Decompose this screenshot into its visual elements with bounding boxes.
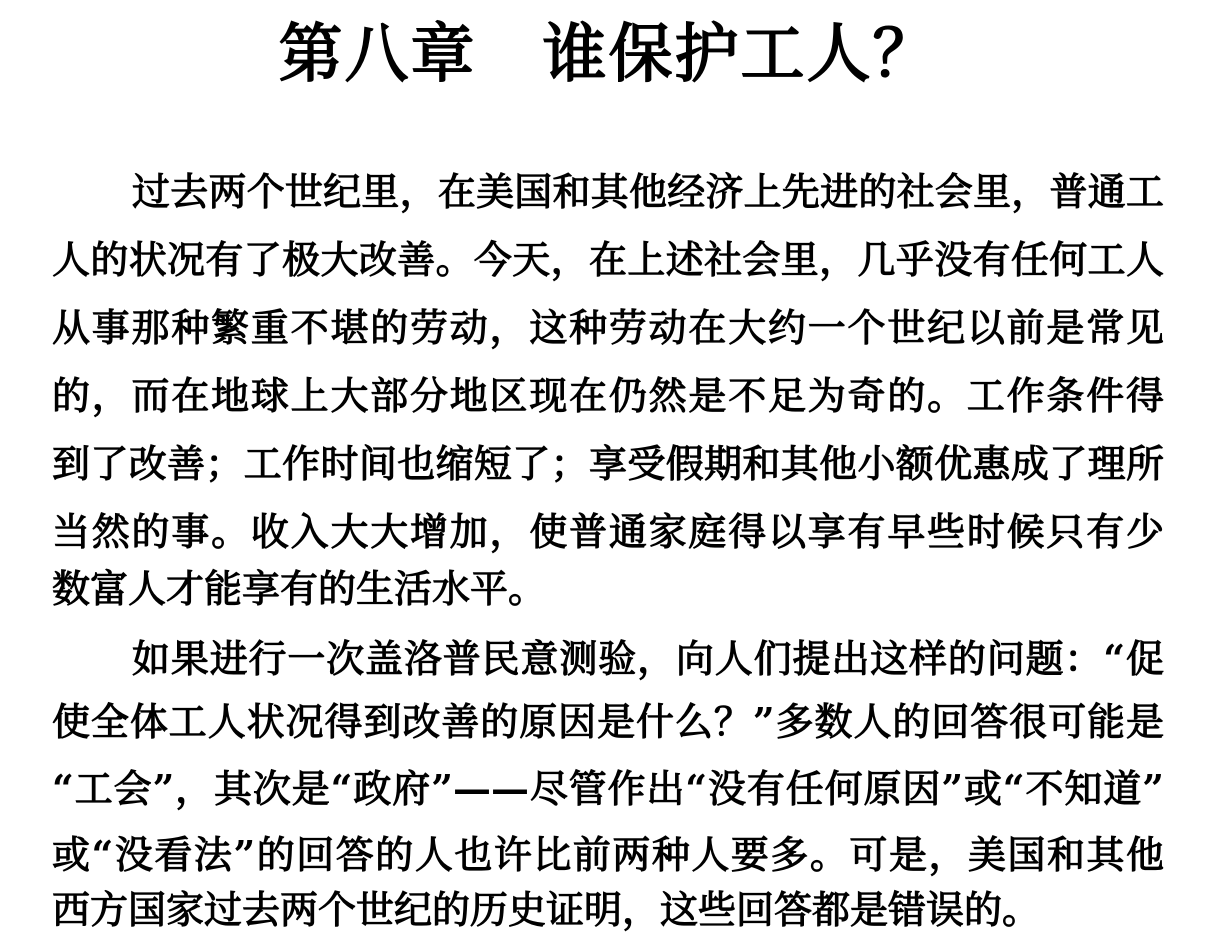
chapter-title: 第八章 谁保护工人？ [278, 17, 939, 92]
paragraph-1-line-7: 数富人才能享有的生活水平。 [52, 566, 547, 611]
paragraph-2-line-3: “工会”，其次是“政府”——尽管作出“没有任何原因”或“不知道” [52, 766, 1164, 811]
paragraph-1-line-5: 到了改善；工作时间也缩短了；享受假期和其他小额优惠成了理所 [52, 441, 1164, 486]
paragraph-2-line-2: 使全体工人状况得到改善的原因是什么？”多数人的回答很可能是 [52, 699, 1164, 744]
paragraph-2-line-5: 西方国家过去两个世纪的历史证明，这些回答都是错误的。 [52, 887, 1041, 932]
paragraph-1-line-4: 的，而在地球上大部分地区现在仍然是不足为奇的。工作条件得 [52, 373, 1164, 418]
paragraph-1-line-6: 当然的事。收入大大增加，使普通家庭得以享有早些时候只有少 [52, 509, 1164, 554]
paragraph-2-line-1: 如果进行一次盖洛普民意测验，向人们提出这样的问题：“促 [132, 636, 1164, 681]
paragraph-2-line-4: 或“没看法”的回答的人也许比前两种人要多。可是，美国和其他 [52, 832, 1164, 877]
paragraph-1-line-1: 过去两个世纪里，在美国和其他经济上先进的社会里，普通工 [132, 169, 1164, 214]
paragraph-1-line-3: 从事那种繁重不堪的劳动，这种劳动在大约一个世纪以前是常见 [52, 305, 1164, 350]
paragraph-1-line-2: 人的状况有了极大改善。今天，在上述社会里，几乎没有任何工人 [52, 237, 1164, 282]
